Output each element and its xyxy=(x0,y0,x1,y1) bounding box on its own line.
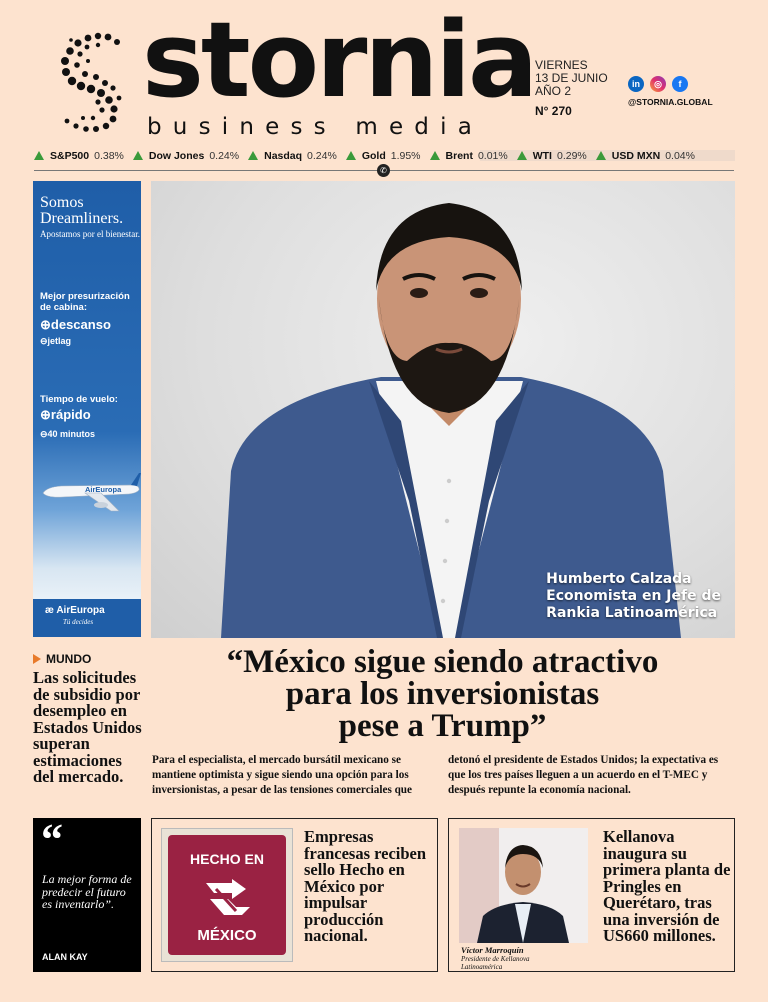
plus-icon: ⊕ xyxy=(40,317,51,332)
facebook-icon[interactable]: f xyxy=(672,76,688,92)
quote-mark-icon: “ xyxy=(41,815,63,864)
up-arrow-icon xyxy=(596,151,606,160)
eagle-icon xyxy=(202,875,254,921)
hecho-logo-top: HECHO EN xyxy=(190,851,264,867)
plus-icon: ⊕ xyxy=(40,407,51,422)
social-handle[interactable]: @STORNIA.GLOBAL xyxy=(628,97,713,107)
social-links xyxy=(628,76,688,92)
story-body-right: detonó el presidente de Estados Unidos; la expectativa es que los tres países lleguen a un acuerdo en el T-MEC y después repunte la economía nacional. xyxy=(448,754,719,796)
minus-icon: ⊖ xyxy=(40,336,48,346)
ad-brand-name xyxy=(45,605,105,616)
ticker-value: 0.38% xyxy=(94,149,124,162)
caption-role-2: Rankia Latinoamérica xyxy=(546,605,718,621)
ad-question-1: Mejor presurización de cabina: xyxy=(40,291,130,313)
ticker-item xyxy=(248,150,337,162)
ad-plus-1 xyxy=(40,317,111,333)
caption-name: Humberto Calzada xyxy=(546,571,692,587)
up-arrow-icon xyxy=(248,151,258,160)
headline-line-1: “México sigue siendo atractivo xyxy=(226,644,659,680)
quote-text: La mejor forma de predecir el futuro es inventarlo”. xyxy=(42,872,132,911)
up-arrow-icon xyxy=(133,151,143,160)
date-block xyxy=(535,59,608,98)
hecho-logo-bottom: MÉXICO xyxy=(197,927,257,944)
rule-ornament-icon: ✆ xyxy=(377,164,390,177)
box2-headline: Kellanova inaugura su primera planta de Pringles en Querétaro, tras una inversión de US660 millones. xyxy=(603,827,731,945)
date-day: VIERNES xyxy=(535,58,588,72)
minus-icon: ⊖ xyxy=(40,429,48,439)
date-date: 13 DE JUNIO xyxy=(535,71,608,85)
ad-brand-tagline: Tú decides xyxy=(63,618,94,626)
ticker-value: 0.01% xyxy=(477,149,508,162)
ad-plus-1-label: descanso xyxy=(50,317,111,332)
box1-headline: Empresas francesas reciben sello Hecho en México por impulsar producción nacional. xyxy=(304,827,427,945)
ticker-name: WTI xyxy=(532,149,552,162)
caption-role-1: Economista en Jefe de xyxy=(546,588,721,604)
executive-photo xyxy=(459,828,588,943)
instagram-icon[interactable]: ◎ xyxy=(650,76,666,92)
ticker-item xyxy=(596,150,695,162)
ad-minus-2 xyxy=(40,429,95,440)
ticker-name: S&P500 xyxy=(50,149,90,162)
ad-plus-2-label: rápido xyxy=(50,407,91,422)
quote-author: ALAN KAY xyxy=(42,952,88,962)
headline-line-3: pese a Trump” xyxy=(338,708,547,744)
up-arrow-icon xyxy=(430,151,440,160)
ticker-name: Gold xyxy=(361,149,386,162)
stornia-logo-icon xyxy=(58,30,124,134)
portrait-illustration xyxy=(459,828,588,943)
hero-caption xyxy=(546,571,721,622)
ticker-name: Nasdaq xyxy=(264,149,303,162)
hecho-en-mexico-logo xyxy=(161,828,293,962)
photo-caption-role: Presidente de Kellanova Latinoamérica xyxy=(461,955,530,971)
section-label-text: MUNDO xyxy=(46,652,92,666)
linkedin-icon[interactable]: in xyxy=(628,76,644,92)
ad-subline: Apostamos por el bienestar. xyxy=(40,229,140,239)
up-arrow-icon xyxy=(346,151,356,160)
ad-question-2: Tiempo de vuelo: xyxy=(40,394,118,405)
ad-minus-1 xyxy=(40,336,71,347)
ticker-item xyxy=(133,150,239,162)
up-arrow-icon xyxy=(34,151,44,160)
hecho-badge xyxy=(168,835,286,955)
quote-box xyxy=(33,815,141,972)
market-ticker xyxy=(34,149,736,162)
ticker-value: 0.24% xyxy=(209,149,240,162)
ticker-value: 0.24% xyxy=(307,149,337,162)
up-arrow-icon xyxy=(517,151,527,160)
ad-minus-2-label: 40 minutos xyxy=(47,429,96,439)
ad-brand-label: AirEuropa xyxy=(56,605,105,616)
brand-name: stornia xyxy=(142,0,536,121)
ad-headline: Somos Dreamliners. xyxy=(40,194,124,227)
section-label-mundo xyxy=(33,652,91,666)
ticker-item xyxy=(34,150,124,162)
plane-livery: AirEuropa xyxy=(85,485,122,494)
ticker-value: 0.04% xyxy=(665,149,695,162)
portrait-illustration xyxy=(151,181,735,638)
ticker-value: 1.95% xyxy=(390,149,421,162)
ticker-value: 0.29% xyxy=(556,149,587,162)
headline-line-2: para los inversionistas xyxy=(285,676,600,712)
aireuropa-ad[interactable] xyxy=(33,181,141,637)
hero-photo[interactable] xyxy=(151,181,735,638)
date-year: AÑO 2 xyxy=(535,84,572,98)
aireuropa-logo-icon: æ xyxy=(45,605,57,616)
ad-minus-1-label: jetlag xyxy=(47,336,72,346)
issue-number: N° 270 xyxy=(535,104,572,118)
ticker-item xyxy=(346,150,421,162)
ticker-item xyxy=(430,150,508,162)
main-headline[interactable] xyxy=(160,646,725,742)
mundo-headline[interactable]: Las solicitudes de subsidio por desempleo en Estados Unidos superan estimaciones del mercado. xyxy=(33,668,142,786)
play-arrow-icon xyxy=(33,654,41,664)
ticker-name: Brent xyxy=(445,149,473,162)
ad-plus-2 xyxy=(40,407,91,423)
story-body-left: Para el especialista, el mercado bursátil mexicano se mantiene optimista y sigue siendo una opción para los inversionistas, a pesar de las tensiones comerciales que xyxy=(152,754,412,796)
story-box-kellanova[interactable] xyxy=(448,818,735,972)
ticker-name: USD MXN xyxy=(611,149,661,162)
ticker-item xyxy=(517,150,587,162)
story-box-hecho-en-mexico[interactable] xyxy=(151,818,438,972)
airplane-icon xyxy=(41,471,141,521)
ad-brand-bar xyxy=(33,599,141,637)
brand-tagline: business media xyxy=(147,114,483,140)
photo-caption-name: Víctor Marroquín xyxy=(461,945,524,955)
ticker-name: Dow Jones xyxy=(148,149,205,162)
